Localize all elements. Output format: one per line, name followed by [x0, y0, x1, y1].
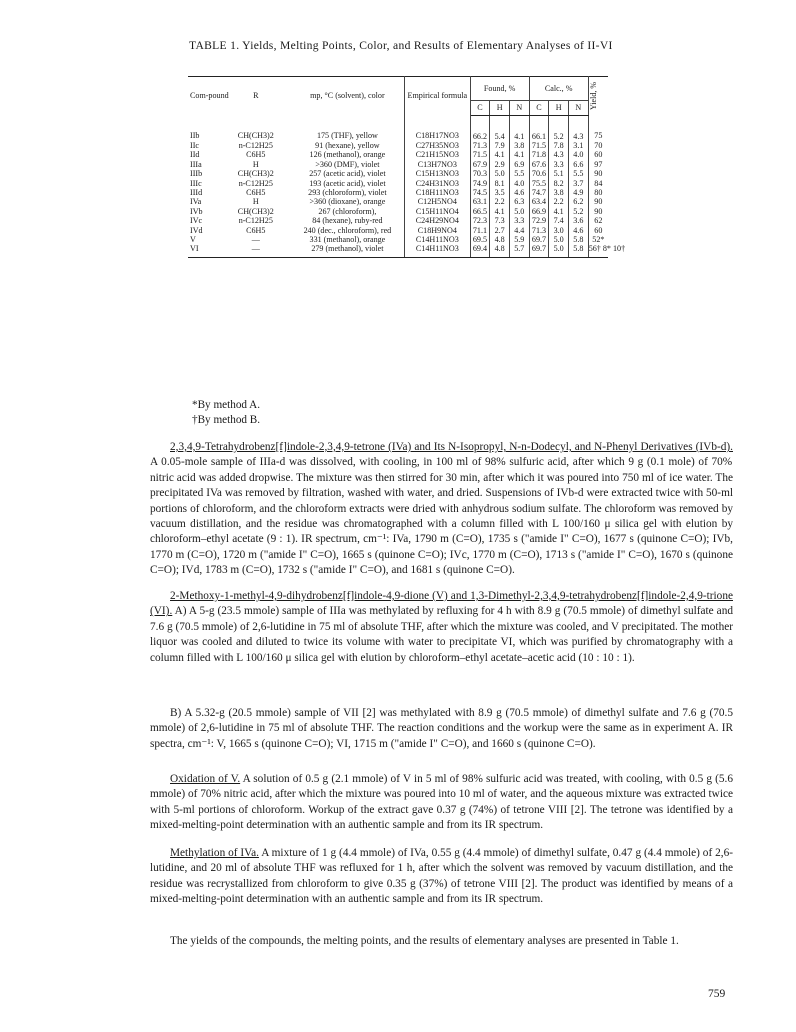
cell-calc-n: 3.1 [568, 141, 588, 150]
header-calc-h: H [549, 100, 569, 115]
cell-r: n-C12H25 [238, 140, 273, 150]
cell-found-n: 5.7 [509, 244, 529, 257]
cell-calc-h: 2.2 [549, 197, 569, 206]
cell-calc-c: 71.3 [529, 226, 549, 235]
paragraph-text: A mixture of 1 g (4.4 mmole) of IVa, 0.55 g (4.4 mmole) of dimethyl sulfate, 0.47 g (4.4 mmole) of 2,6-lutidine, and 20 ml of absolute THF was refluxed for 1 h, after which the solvent was removed by vacuum distillation, and the residue was recrystallized from chloroform to give 0.35 g (37%) of tetrone VIII [2]. The product was identified by means of a mixed-melting-point determination with an authentic sample and from its IR spectrum. [150, 847, 733, 906]
header-calc-n: N [568, 100, 588, 115]
cell-mp: 331 (methanol), orange [291, 235, 405, 244]
cell-yield: 56† 8* 10† [588, 244, 608, 257]
cell-calc-h: 4.3 [549, 150, 569, 159]
cell-yield: 90 [594, 206, 603, 216]
cell-formula: C12H5NO4 [405, 197, 471, 206]
cell-found-h: 5.0 [490, 169, 510, 178]
cell-found-c: 74.9 [470, 179, 490, 188]
table-caption: TABLE 1. Yields, Melting Points, Color, and Results of Elementary Analyses of II-VI [189, 39, 613, 52]
cell-calc-h: 7.8 [549, 141, 569, 150]
cell-found-c: 71.5 [470, 150, 490, 159]
cell-calc-c: 74.7 [529, 188, 549, 197]
cell-found-h: 4.1 [490, 150, 510, 159]
cell-found-h: 4.8 [490, 235, 510, 244]
header-calc: Calc., % [529, 77, 588, 101]
cell-found-n: 4.0 [509, 179, 529, 188]
table-row [188, 244, 608, 257]
cell-mp: 84 (hexane), ruby-red [291, 216, 405, 225]
header-r: R [221, 77, 291, 116]
cell-calc-n: 4.3 [568, 115, 588, 141]
cell-formula: C24H29NO4 [405, 216, 471, 225]
cell-found-n: 4.6 [509, 188, 529, 197]
paragraph-text: The yields of the compounds, the melting points, and the results of elementary analyses are presented in Table 1. [170, 935, 679, 947]
paragraph-method-b [150, 706, 733, 752]
cell-formula: C14H11NO3 [405, 235, 471, 244]
cell-compound: IVb [190, 206, 203, 216]
table-row [188, 226, 608, 235]
header-formula: Empirical formula [405, 77, 471, 116]
cell-found-n: 6.9 [509, 160, 529, 169]
table-footnotes [192, 398, 260, 428]
cell-mp: 193 (acetic acid), violet [291, 179, 405, 188]
header-found-h: H [490, 100, 510, 115]
cell-r: CH(CH3)2 [237, 169, 274, 179]
cell-calc-c: 69.7 [529, 235, 549, 244]
paragraph-methylation [150, 846, 733, 908]
cell-found-c: 66.5 [470, 207, 490, 216]
cell-calc-n: 3.6 [568, 216, 588, 225]
table-row [188, 169, 608, 178]
paragraph-text: A 0.05-mole sample of IIIa-d was dissolved, with cooling, in 100 ml of 98% sulfuric acid, after which 9 g (0.1 mole) of 70% nitric acid was added dropwise. The mixture was then stirred for 30 min, after which it was poured into 750 ml of ice water. The precipitated IVa was removed by filtration, washed with water, and dried. Suspensions of IVb-d were extracted twice with 50-ml portions of chloroform, and the chloroform extracts were dried with anhydrous sodium sulfate. The chloroform was removed by vacuum distillation, and the residue was chromatographed with a column filled with L 100/160 μ silica gel with elution by chloroform–ethyl acetate (9 : 1). IR spectrum, cm⁻¹: IVa, 1790 m (C=O), 1735 s ("amide I" C=O), 1677 s (quinone C=O); IVb, 1770 m (C=O), 1720 m ("amide I" C=O), 1665 s (quinone C=O); IVc, 1770 m (C=O), 1713 s ("amide I" C=O), 1670 s (quinone C=O); IVd, 1783 m (C=O), 1732 s ("amide I" C=O), and 1681 s (quinone C=O). [150, 456, 733, 577]
cell-calc-h: 5.0 [549, 244, 569, 257]
cell-calc-n: 6.6 [568, 160, 588, 169]
cell-found-n: 3.8 [509, 141, 529, 150]
cell-compound: IIb [190, 131, 200, 140]
cell-found-n: 5.5 [509, 169, 529, 178]
cell-yield: 75 [594, 131, 603, 140]
cell-calc-h: 5.0 [549, 235, 569, 244]
cell-calc-c: 66.9 [529, 207, 549, 216]
cell-calc-c: 70.6 [529, 169, 549, 178]
cell-found-c: 72.3 [470, 216, 490, 225]
cell-found-n: 3.3 [509, 216, 529, 225]
cell-compound: IVd [190, 225, 203, 235]
header-yield-text: Yield, % [588, 82, 598, 110]
cell-calc-h: 3.3 [549, 160, 569, 169]
header-compound: Com-pound [188, 77, 221, 116]
cell-found-c: 63.1 [470, 197, 490, 206]
page-number: 759 [708, 988, 726, 1000]
cell-calc-n: 6.2 [568, 197, 588, 206]
cell-r: H [252, 159, 259, 169]
cell-found-h: 7.3 [490, 216, 510, 225]
cell-found-h: 8.1 [490, 179, 510, 188]
cell-calc-h: 3.8 [549, 188, 569, 197]
cell-r: CH(CH3)2 [237, 206, 274, 216]
cell-found-n: 4.4 [509, 226, 529, 235]
cell-yield: 90 [594, 169, 603, 179]
cell-calc-h: 3.0 [549, 226, 569, 235]
cell-found-n: 6.3 [509, 197, 529, 206]
cell-found-n: 4.1 [509, 115, 529, 141]
cell-compound: IIIb [190, 169, 203, 179]
paragraph-oxidation [150, 772, 733, 834]
cell-mp: 91 (hexane), yellow [291, 141, 405, 150]
cell-r: C6H5 [246, 187, 266, 197]
cell-calc-c: 72.9 [529, 216, 549, 225]
cell-mp: >360 (dioxane), orange [291, 197, 405, 206]
cell-calc-c: 67.6 [529, 160, 549, 169]
cell-mp: 279 (methanol), violet [291, 244, 405, 257]
header-found-c: C [470, 100, 490, 115]
cell-compound: IIIa [190, 159, 202, 169]
cell-calc-n: 4.6 [568, 226, 588, 235]
cell-found-n: 4.1 [509, 150, 529, 159]
cell-calc-c: 66.1 [529, 115, 549, 141]
cell-found-c: 71.1 [470, 226, 490, 235]
cell-calc-n: 5.2 [568, 207, 588, 216]
table-row [188, 235, 608, 244]
cell-yield: 70 [594, 140, 603, 150]
table-row [188, 179, 608, 188]
cell-yield: 60 [594, 150, 603, 160]
cell-calc-c: 75.5 [529, 179, 549, 188]
cell-found-n: 5.9 [509, 235, 529, 244]
cell-mp: >360 (DMF), violet [291, 160, 405, 169]
cell-compound: V [190, 234, 196, 244]
table-row [188, 188, 608, 197]
footnote-method-b: †By method B. [192, 414, 261, 426]
table-row [188, 115, 608, 141]
paragraph-heading: 2,3,4,9-Tetrahydrobenz[f]indole-2,3,4,9-tetrone (IVa) and Its N-Isopropyl, N-n-Dodecyl, and N-Phenyl Derivatives (IVb-d). [170, 441, 733, 453]
cell-formula: C15H13NO3 [405, 169, 471, 178]
cell-r: — [221, 244, 291, 257]
cell-mp: 240 (dec., chloroform), red [291, 226, 405, 235]
cell-yield: 97 [594, 159, 603, 169]
cell-r: CH(CH3)2 [237, 131, 274, 140]
paragraph-methoxy-synthesis [150, 589, 733, 666]
header-found: Found, % [470, 77, 529, 101]
cell-found-h: 2.2 [490, 197, 510, 206]
header-found-n: N [509, 100, 529, 115]
cell-yield: 90 [594, 197, 603, 207]
cell-compound: IIId [190, 187, 203, 197]
cell-calc-c: 63.4 [529, 197, 549, 206]
header-mp: mp, °C (solvent), color [291, 77, 405, 116]
table-row [188, 216, 608, 225]
paragraph-text: A solution of 0.5 g (2.1 mmole) of V in 5 ml of 98% sulfuric acid was treated, with cooling, with 0.5 g (5.6 mmole) of 70% nitric acid, after which the mixture was poured into 10 ml of water, and the aqueous mixture was extracted twice with 5-ml portions of chloroform. Workup of the extract gave 0.37 g (74%) of tetrone VIII [2]. The tetrone was identified by a mixed-melting-point determination with an authentic sample and from its IR spectrum. [150, 773, 733, 832]
paragraph-summary [150, 934, 733, 949]
header-calc-c: C [529, 100, 549, 115]
cell-found-h: 4.8 [490, 244, 510, 257]
data-table [188, 76, 626, 258]
cell-found-h: 7.9 [490, 141, 510, 150]
cell-calc-c: 69.7 [529, 244, 549, 257]
cell-found-c: 74.5 [470, 188, 490, 197]
cell-found-c: 70.3 [470, 169, 490, 178]
cell-yield: 84 [594, 178, 603, 188]
cell-compound: IVa [190, 197, 202, 207]
table-row [188, 207, 608, 216]
cell-r: C6H5 [246, 150, 266, 160]
cell-calc-n: 4.0 [568, 150, 588, 159]
cell-yield: 80 [594, 187, 603, 197]
cell-r: C6H5 [246, 225, 266, 235]
cell-r: H [252, 197, 259, 207]
paragraph-tetrone-synthesis [150, 440, 733, 579]
cell-compound: IVc [190, 216, 203, 226]
cell-found-h: 3.5 [490, 188, 510, 197]
cell-found-h: 5.4 [490, 115, 510, 141]
cell-r: n-C12H25 [238, 178, 273, 188]
cell-yield: 60 [594, 225, 603, 235]
cell-found-c: 66.2 [470, 115, 490, 141]
cell-mp: 126 (methanol), orange [291, 150, 405, 159]
cell-found-c: 69.5 [470, 235, 490, 244]
cell-calc-n: 5.8 [568, 244, 588, 257]
cell-r: n-C12H25 [238, 216, 273, 226]
cell-calc-c: 71.8 [529, 150, 549, 159]
cell-calc-n: 4.9 [568, 188, 588, 197]
cell-mp: 257 (acetic acid), violet [291, 169, 405, 178]
cell-found-c: 69.4 [470, 244, 490, 257]
cell-calc-h: 8.2 [549, 179, 569, 188]
cell-formula: C27H35NO3 [405, 141, 471, 150]
cell-found-h: 2.9 [490, 160, 510, 169]
cell-calc-n: 3.7 [568, 179, 588, 188]
cell-formula: C24H31NO3 [405, 179, 471, 188]
cell-formula: C18H11NO3 [405, 188, 471, 197]
cell-calc-h: 7.4 [549, 216, 569, 225]
cell-calc-c: 71.5 [529, 141, 549, 150]
cell-calc-h: 4.1 [549, 207, 569, 216]
cell-mp: 293 (chloroform), violet [291, 188, 405, 197]
cell-calc-h: 5.1 [549, 169, 569, 178]
cell-mp: 175 (THF), yellow [291, 115, 405, 141]
cell-yield: 52* [592, 234, 605, 244]
cell-yield: 62 [594, 216, 603, 226]
cell-found-n: 5.0 [509, 207, 529, 216]
cell-calc-h: 5.2 [549, 115, 569, 141]
cell-mp: 267 (chloroform), [291, 207, 405, 216]
cell-compound: IIc [190, 140, 199, 150]
paragraph-heading: Oxidation of V. [170, 773, 241, 785]
paragraph-heading: 2-Methoxy-1-methyl-4,9-dihydrobenz[f]indole-4,9-dione (V) and 1,3-Dimethyl-2,3,4,9-tetrahydrobenz[f]indole-2,4,9-trione (VI). [150, 590, 733, 618]
cell-calc-n: 5.5 [568, 169, 588, 178]
cell-formula: C21H15NO3 [405, 150, 471, 159]
cell-formula: C15H11NO4 [405, 207, 471, 216]
paragraph-text: B) A 5.32-g (20.5 mmole) sample of VII [2] was methylated with 8.9 g (70.5 mmole) of dimethyl sulfate and 7.6 g (70.5 mmole) of 2,6-lutidine in 75 ml of absolute THF. The reaction conditions and the workup were the same as in experiment A. IR spectra, cm⁻¹: V, 1665 s (quinone C=O); VI, 1715 m ("amide I" C=O), and 1660 s (quinone C=O). [150, 707, 733, 750]
cell-compound: IIIc [190, 178, 202, 188]
paragraph-text: A) A 5-g (23.5 mmole) sample of IIIa was methylated by refluxing for 4 h with 8.9 g (70.5 mmole) of dimethyl sulfate and 7.6 g (70.5 mmole) of 2,6-lutidine in 75 ml of absolute THF, after which the mixture was cooled, and V precipitated. The mother liquor was cooled and diluted to twice its volume with water to precipitate VI, which was purified by chromatography with a column filled with L 100/160 μ silica gel with elution by chloroform–ethyl acetate–acetic acid (10 : 10 : 1). [150, 605, 733, 664]
table-row [188, 150, 608, 159]
cell-found-h: 4.1 [490, 207, 510, 216]
cell-compound: IId [190, 150, 200, 160]
table-row [188, 160, 608, 169]
cell-formula: C14H11NO3 [405, 244, 471, 257]
cell-r: — [251, 234, 260, 244]
table-body [188, 115, 626, 257]
cell-formula: C18H17NO3 [405, 115, 471, 141]
table-row [188, 141, 608, 150]
header-yield [588, 77, 608, 116]
paragraph-heading: Methylation of IVa. [170, 847, 259, 859]
cell-found-h: 2.7 [490, 226, 510, 235]
table-row [188, 197, 608, 206]
cell-calc-n: 5.8 [568, 235, 588, 244]
cell-found-c: 71.3 [470, 141, 490, 150]
cell-found-c: 67.9 [470, 160, 490, 169]
footnote-method-a: *By method A. [192, 399, 261, 411]
cell-formula: C18H9NO4 [405, 226, 471, 235]
cell-compound: VI [188, 244, 221, 257]
cell-formula: C13H7NO3 [405, 160, 471, 169]
